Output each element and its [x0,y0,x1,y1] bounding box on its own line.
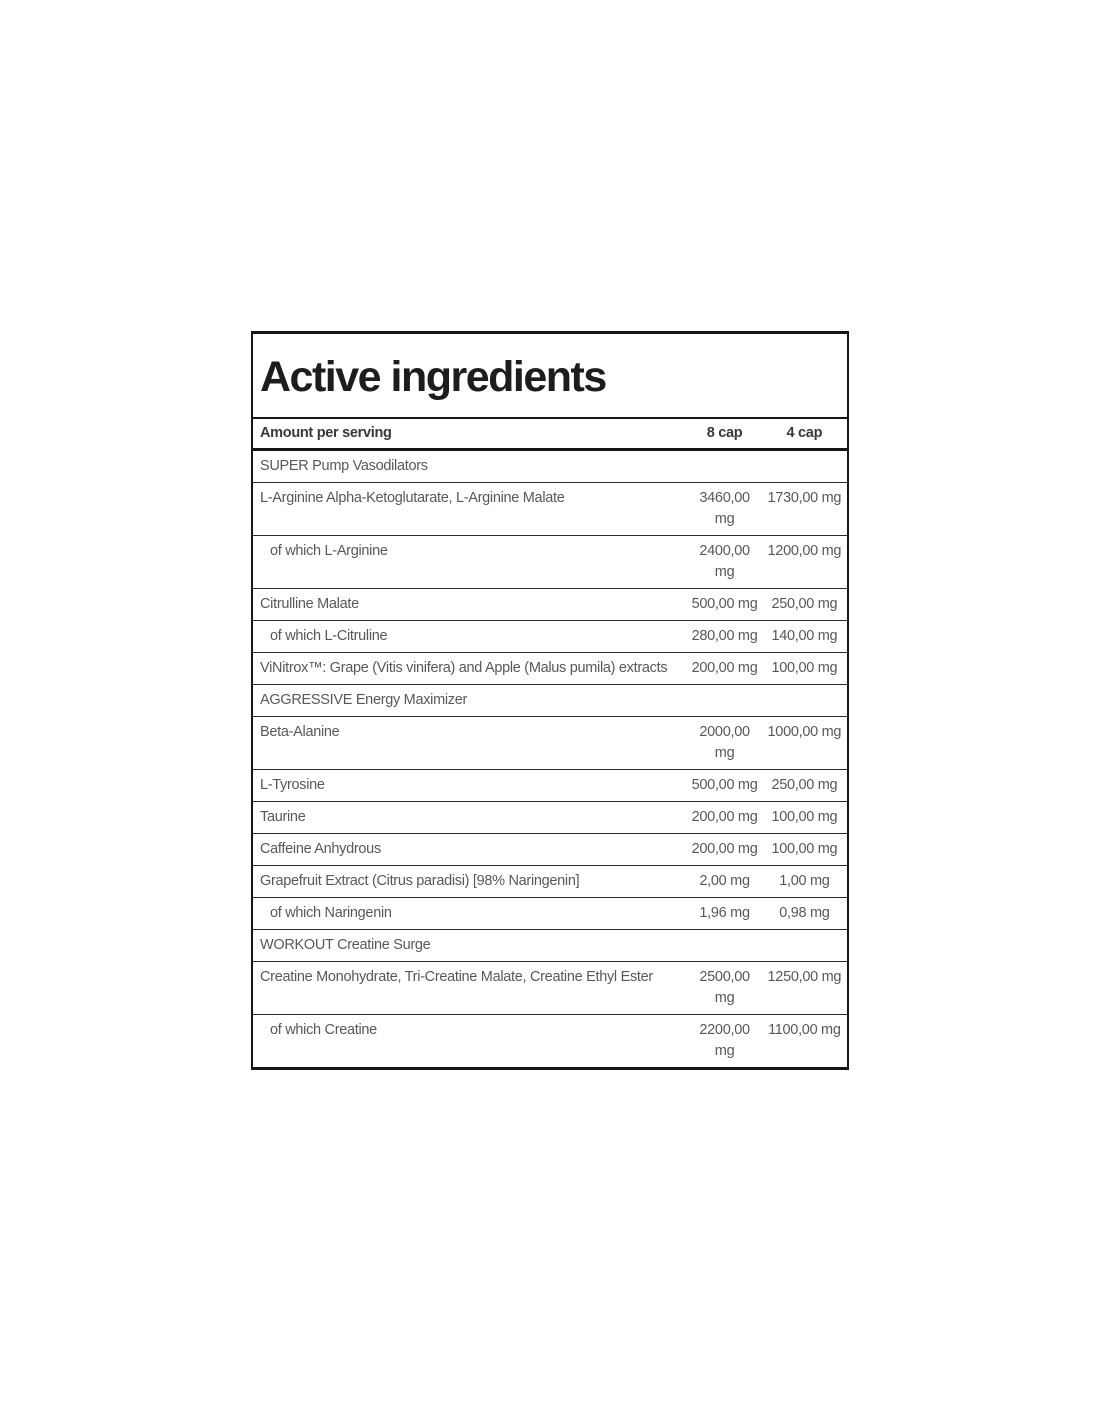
section-label: SUPER Pump Vasodilators [253,450,847,483]
ingredient-row [253,866,847,898]
ingredient-row [253,898,847,930]
ingredients-table [253,417,847,1067]
ingredient-row [253,1015,847,1068]
ingredients-table-header [253,418,847,450]
amount-4cap-cell: 250,00 mg [762,770,847,802]
ingredient-name-cell: of which Naringenin [253,898,687,930]
amount-4cap-cell: 250,00 mg [762,589,847,621]
amount-4cap-cell: 0,98 mg [762,898,847,930]
ingredient-name-cell: ViNitrox™: Grape (Vitis vinifera) and Apple (Malus pumila) extracts [253,653,687,685]
section-row [253,450,847,483]
ingredient-row [253,653,847,685]
amount-4cap-cell: 100,00 mg [762,653,847,685]
amount-4cap-cell: 1250,00 mg [762,962,847,1015]
header-amount-per-serving: Amount per serving [253,418,687,450]
ingredient-name-cell: Beta-Alanine [253,717,687,770]
amount-8cap-cell: 280,00 mg [687,621,761,653]
section-row [253,930,847,962]
amount-4cap-cell: 100,00 mg [762,802,847,834]
header-row [253,418,847,450]
amount-8cap-cell: 200,00 mg [687,834,761,866]
amount-8cap-cell: 1,96 mg [687,898,761,930]
ingredient-name-cell: of which Creatine [253,1015,687,1068]
amount-8cap-cell: 500,00 mg [687,770,761,802]
ingredient-row [253,802,847,834]
section-label: AGGRESSIVE Energy Maximizer [253,685,847,717]
page-title: Active ingredients [260,353,606,401]
amount-8cap-cell: 3460,00 mg [687,483,761,536]
amount-8cap-cell: 2000,00 mg [687,717,761,770]
ingredient-name-cell: Grapefruit Extract (Citrus paradisi) [98% Naringenin] [253,866,687,898]
ingredient-name-cell: Taurine [253,802,687,834]
amount-4cap-cell: 1100,00 mg [762,1015,847,1068]
amount-4cap-cell: 1000,00 mg [762,717,847,770]
header-4cap: 4 cap [762,418,847,450]
ingredient-row [253,589,847,621]
ingredient-row [253,962,847,1015]
section-row [253,685,847,717]
active-ingredients-panel [251,331,849,1070]
ingredient-name-cell: of which L-Citruline [253,621,687,653]
amount-8cap-cell: 200,00 mg [687,653,761,685]
ingredient-name-cell: Caffeine Anhydrous [253,834,687,866]
amount-4cap-cell: 140,00 mg [762,621,847,653]
amount-4cap-cell: 1,00 mg [762,866,847,898]
amount-8cap-cell: 500,00 mg [687,589,761,621]
ingredient-row [253,483,847,536]
ingredient-row [253,536,847,589]
amount-8cap-cell: 2,00 mg [687,866,761,898]
ingredient-name-cell: Creatine Monohydrate, Tri-Creatine Malate, Creatine Ethyl Ester [253,962,687,1015]
amount-8cap-cell: 200,00 mg [687,802,761,834]
ingredient-name-cell: Citrulline Malate [253,589,687,621]
amount-4cap-cell: 100,00 mg [762,834,847,866]
amount-8cap-cell: 2200,00 mg [687,1015,761,1068]
ingredient-name-cell: L-Tyrosine [253,770,687,802]
amount-4cap-cell: 1200,00 mg [762,536,847,589]
ingredient-row [253,717,847,770]
amount-8cap-cell: 2500,00 mg [687,962,761,1015]
amount-8cap-cell: 2400,00 mg [687,536,761,589]
ingredient-name-cell: L-Arginine Alpha-Ketoglutarate, L-Arginine Malate [253,483,687,536]
ingredients-table-body [253,450,847,1068]
header-8cap: 8 cap [687,418,761,450]
ingredient-row [253,770,847,802]
section-label: WORKOUT Creatine Surge [253,930,847,962]
ingredient-row [253,834,847,866]
amount-4cap-cell: 1730,00 mg [762,483,847,536]
ingredient-row [253,621,847,653]
ingredient-name-cell: of which L-Arginine [253,536,687,589]
